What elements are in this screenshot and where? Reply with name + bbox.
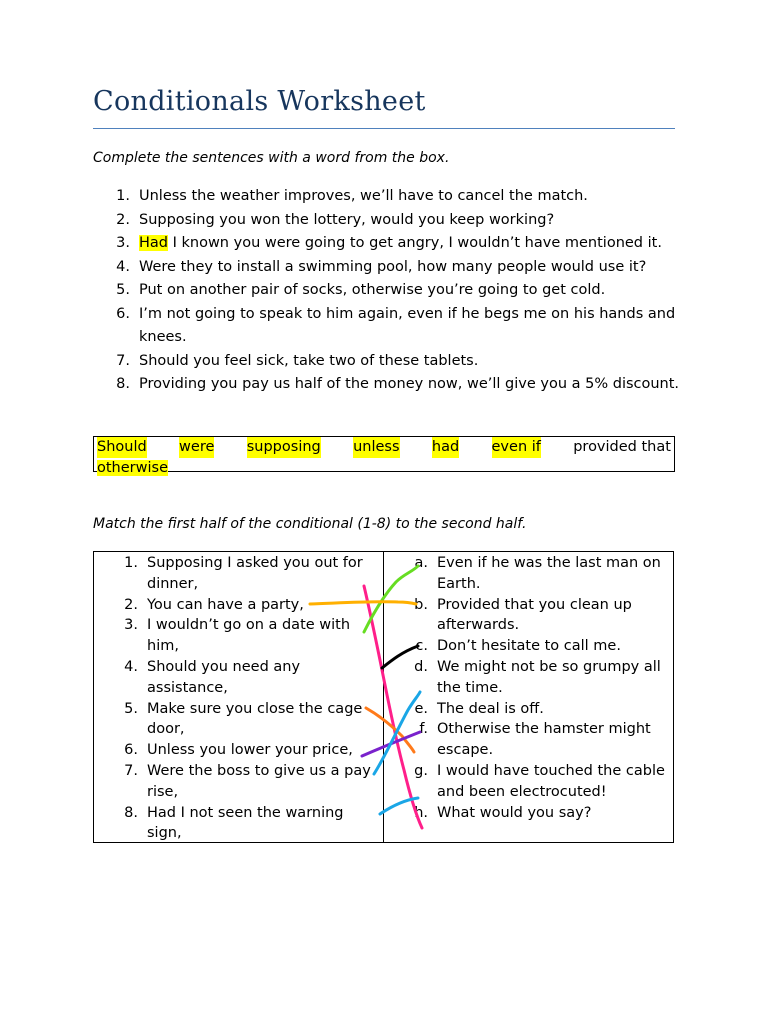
sentence-number: 8. <box>116 376 130 392</box>
second-half-item <box>384 719 674 761</box>
sentence-item <box>93 185 683 209</box>
page-title: Conditionals Worksheet <box>93 86 426 117</box>
first-half-item <box>94 553 379 595</box>
section1-instruction: Complete the sentences with a word from the box. <box>93 150 450 166</box>
sentence-item <box>93 373 683 397</box>
item-text: Should you need any assistance, <box>147 658 301 696</box>
section2-instruction: Match the first half of the conditional (1-8) to the second half. <box>93 516 527 532</box>
item-text: The deal is off. <box>437 700 544 717</box>
sentence-number: 5. <box>116 282 130 298</box>
item-letter: a. <box>414 555 428 571</box>
item-letter: e. <box>414 700 428 717</box>
item-text: Don’t hesitate to call me. <box>437 638 621 655</box>
item-text: Even if he was the last man on Earth. <box>437 555 661 592</box>
item-number: 5. <box>124 700 138 717</box>
sentence-number: 1. <box>116 188 130 204</box>
word-box-word: unless <box>353 437 399 458</box>
first-half-item <box>94 657 379 699</box>
item-number: 1. <box>124 555 138 571</box>
item-letter: d. <box>414 658 428 675</box>
sentence-text: Unless the weather improves, we’ll have to cancel the match. <box>139 188 588 204</box>
item-text: We might not be so grumpy all the time. <box>437 658 661 696</box>
sentence-number: 6. <box>116 305 130 322</box>
sentence-list <box>93 185 683 397</box>
second-halves-column <box>384 553 674 823</box>
word-box-word: otherwise <box>97 460 168 476</box>
second-half-item <box>384 803 674 824</box>
first-half-item <box>94 740 379 761</box>
sentence-number: 4. <box>116 258 130 275</box>
sentence-item <box>93 256 683 280</box>
sentence-text: Supposing you won the lottery, would you keep working? <box>139 211 555 228</box>
word-box-word: provided that <box>573 439 671 455</box>
sentence-item <box>93 209 683 233</box>
item-letter: g. <box>414 762 428 779</box>
first-halves-column <box>94 553 379 844</box>
item-text: Unless you lower your price, <box>147 742 353 759</box>
sentence-text: Put on another pair of socks, otherwise you’re going to get cold. <box>139 282 606 298</box>
sentence-number: 7. <box>116 352 130 369</box>
item-number: 3. <box>124 617 138 634</box>
sentence-number: 2. <box>116 211 130 228</box>
item-text: I would have touched the cable and been electrocuted! <box>437 762 665 800</box>
second-half-item <box>384 657 674 699</box>
word-box-word: were <box>179 437 214 458</box>
answer-highlight <box>139 235 168 251</box>
second-half-item <box>384 699 674 720</box>
sentence-text: Providing you pay us half of the money now, we’ll give you a 5% discount. <box>139 376 680 392</box>
sentence-text: I’m not going to speak to him again, even if he begs me on his hands and knees. <box>139 305 676 345</box>
second-half-item <box>384 636 674 657</box>
word-box <box>93 436 675 476</box>
title-underline <box>93 128 675 129</box>
item-number: 4. <box>124 658 138 675</box>
item-text: I wouldn’t go on a date with him, <box>147 617 351 655</box>
item-text: Had I not seen the warning sign, <box>147 804 344 842</box>
item-text: You can have a party, <box>147 596 304 613</box>
item-number: 7. <box>124 762 138 779</box>
first-half-item <box>94 615 379 657</box>
sentence-text: I known you were going to get angry, I wouldn’t have mentioned it. <box>168 235 662 251</box>
item-letter: c. <box>415 638 428 655</box>
word-box-row <box>97 437 671 458</box>
item-number: 6. <box>124 742 138 759</box>
item-number: 8. <box>124 804 138 821</box>
word-box-word: even if <box>492 437 541 458</box>
item-text: Supposing I asked you out for dinner, <box>147 555 363 592</box>
second-half-item <box>384 553 674 595</box>
sentence-item <box>93 279 683 303</box>
word-box-word: had <box>432 437 459 458</box>
sentence-text: Should you feel sick, take two of these tablets. <box>139 352 479 369</box>
item-letter: b. <box>414 596 428 613</box>
first-half-item <box>94 803 379 845</box>
item-text: Otherwise the hamster might escape. <box>437 721 651 759</box>
word-box-word: supposing <box>247 437 321 458</box>
matching-table <box>93 551 674 843</box>
word-box-word: Should <box>97 437 147 458</box>
second-half-item <box>384 595 674 637</box>
answer-word: Had <box>139 235 168 251</box>
sentence-item <box>93 350 683 374</box>
first-half-item <box>94 699 379 741</box>
sentence-item <box>93 303 683 350</box>
item-number: 2. <box>124 596 138 613</box>
item-letter: f. <box>419 721 428 738</box>
item-text: What would you say? <box>437 804 592 821</box>
item-text: Provided that you clean up afterwards. <box>437 596 632 634</box>
sentence-text: Were they to install a swimming pool, how many people would use it? <box>139 258 647 275</box>
item-letter: h. <box>414 804 428 821</box>
first-half-item <box>94 595 379 616</box>
item-text: Were the boss to give us a pay rise, <box>147 762 371 800</box>
second-half-item <box>384 761 674 803</box>
word-box-row <box>97 458 671 479</box>
first-half-item <box>94 761 379 803</box>
item-text: Make sure you close the cage door, <box>147 700 363 738</box>
sentence-item <box>93 232 683 256</box>
sentence-number: 3. <box>116 235 130 251</box>
